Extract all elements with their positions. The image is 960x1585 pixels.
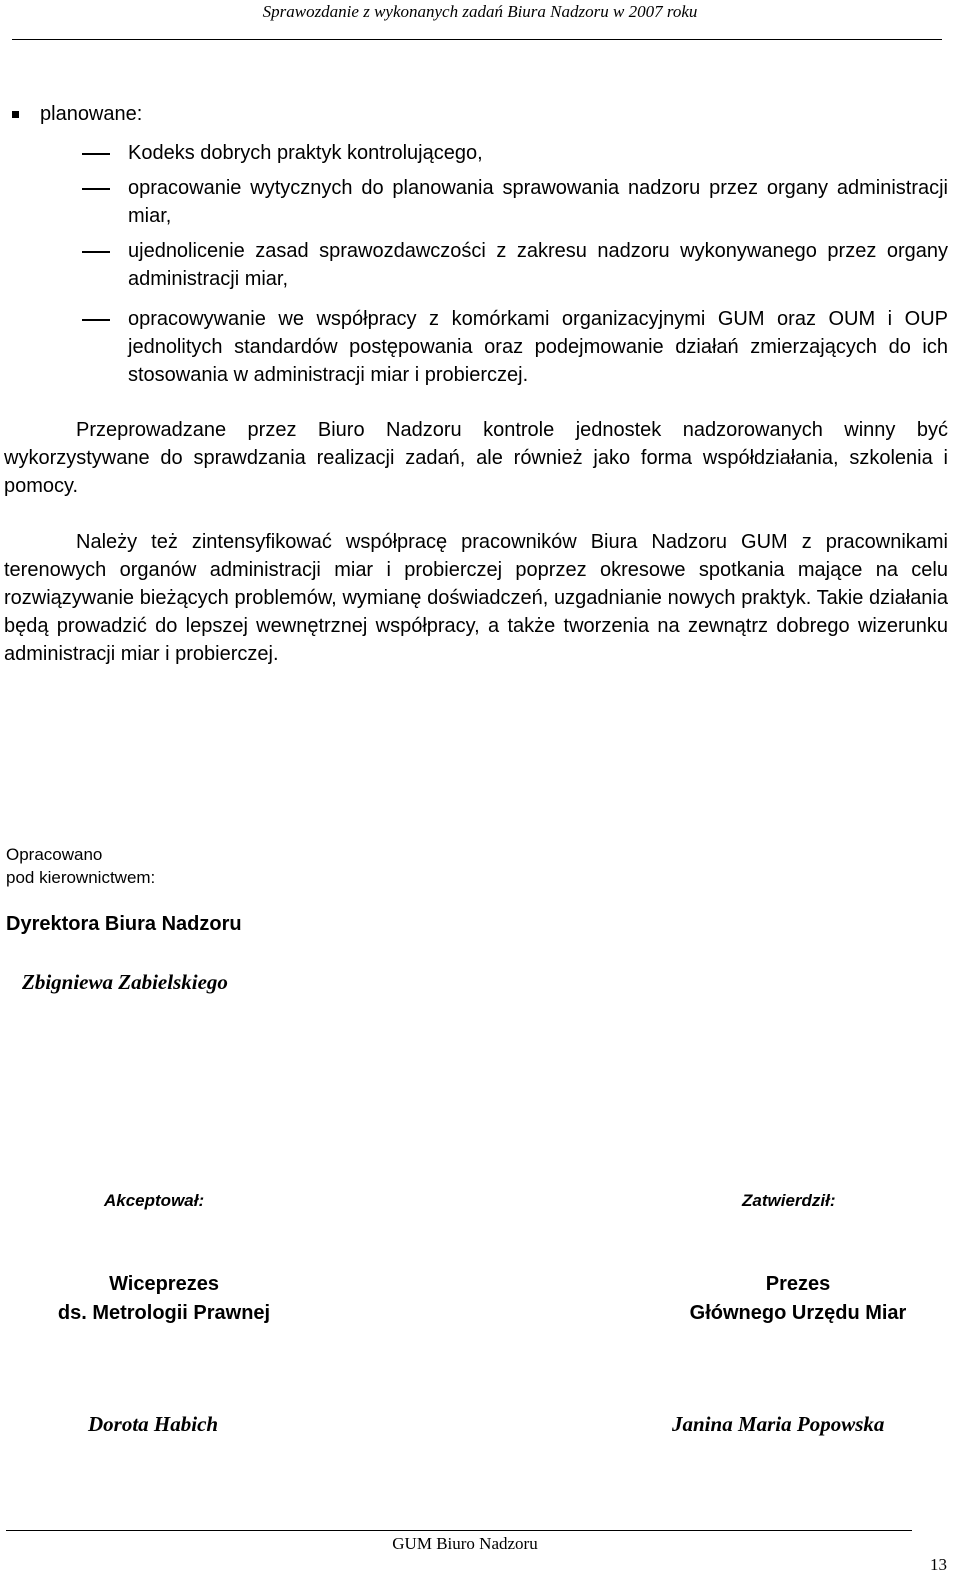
left-signature-label: Akceptował: xyxy=(104,1191,205,1210)
square-bullet-icon xyxy=(12,111,19,118)
paragraph-text: Przeprowadzane przez Biuro Nadzoru kontrole jednostek nadzorowanych winny być wykorzystywane do sprawdzania realizacji zadań, ale również jako forma współdziałania, szkolenia i pomocy. xyxy=(4,419,948,497)
footer-rule xyxy=(6,1530,912,1531)
prepared-name: Zbigniewa Zabielskiego xyxy=(22,970,228,994)
planned-label: planowane: xyxy=(40,103,143,125)
dash-bullet-icon xyxy=(82,153,110,155)
right-signature-name: Janina Maria Popowska xyxy=(672,1412,885,1436)
prepared-position: Dyrektora Biura Nadzoru xyxy=(6,913,242,935)
right-title-line-1: Prezes xyxy=(765,1273,831,1295)
planned-item: opracowanie wytycznych do planowania sprawowania nadzoru przez organy administracji miar, xyxy=(128,177,948,227)
right-title-line-2: Głównego Urzędu Miar xyxy=(689,1302,907,1324)
header-title: Sprawozdanie z wykonanych zadań Biura Nadzoru w 2007 roku xyxy=(262,2,698,21)
paragraph xyxy=(4,528,948,668)
left-title-line-2: ds. Metrologii Prawnej xyxy=(57,1302,271,1324)
left-signature-name: Dorota Habich xyxy=(88,1412,219,1436)
dash-bullet-icon xyxy=(82,319,110,321)
header-rule xyxy=(12,39,942,40)
prepared-line-1: Opracowano xyxy=(6,845,103,864)
dash-bullet-icon xyxy=(82,251,110,253)
right-signature-title xyxy=(648,1270,948,1328)
planned-item: Kodeks dobrych praktyk kontrolującego, xyxy=(128,142,483,164)
prepared-line-2: pod kierownictwem: xyxy=(6,868,156,887)
paragraph xyxy=(4,416,948,500)
left-signature-title xyxy=(14,1270,314,1328)
right-signature-label: Zatwierdził: xyxy=(742,1191,836,1210)
planned-item: opracowywanie we współpracy z komórkami organizacyjnymi GUM oraz OUM i OUP jednolitych standardów postępowania oraz podejmowanie działań zmierzających do ich stosowania w administracji miar i probierczej. xyxy=(128,308,948,386)
planned-item: ujednolicenie zasad sprawozdawczości z zakresu nadzoru wykonywanego przez organy administracji miar, xyxy=(128,240,948,290)
footer-text: GUM Biuro Nadzoru xyxy=(392,1534,538,1553)
dash-bullet-icon xyxy=(82,188,110,190)
paragraph-text: Należy też zintensyfikować współpracę pracowników Biura Nadzoru GUM z pracownikami terenowych organów administracji miar i probierczej poprzez okresowe spotkania mające na celu rozwiązywanie bieżących problemów, wymianę doświadczeń, uzgadnianie nowych praktyk. Takie działania będą prowadzić do lepszej wewnętrznej współpracy, a także tworzenia na zewnątrz dobrego wizerunku administracji miar i probierczej. xyxy=(4,531,948,665)
left-title-line-1: Wiceprezes xyxy=(109,1273,219,1295)
page-number: 13 xyxy=(930,1555,947,1574)
